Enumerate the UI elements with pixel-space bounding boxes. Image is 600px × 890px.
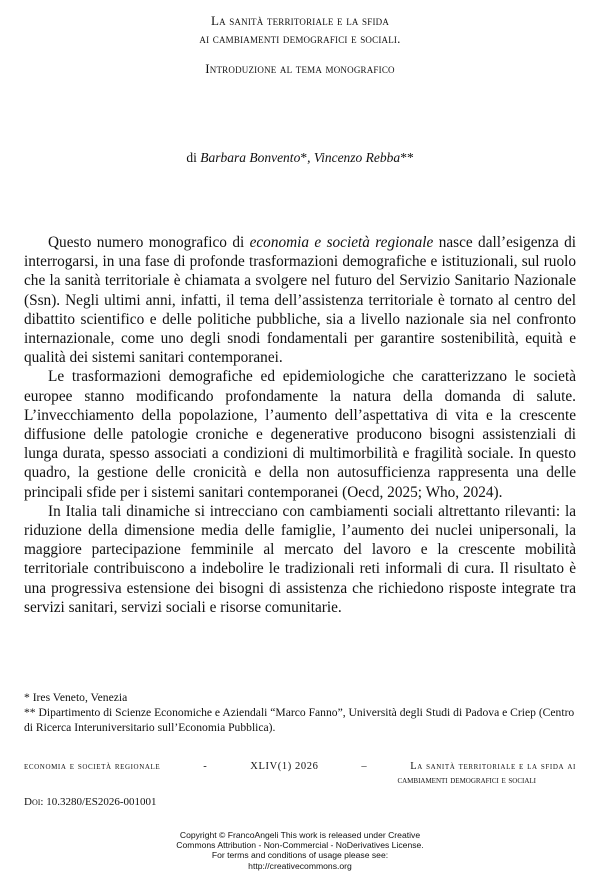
running-title-1: La sanità territoriale e la sfida ai (410, 761, 576, 772)
author-2: Vincenzo Rebba (313, 150, 401, 165)
article-body (24, 233, 576, 617)
author-1: Barbara Bonvento (200, 150, 301, 165)
journal-footer (24, 760, 576, 788)
author-1-mark: *, (300, 150, 314, 165)
author-2-mark: ** (400, 150, 414, 165)
doi: Doi: 10.3280/ES2026-001001 (24, 796, 157, 808)
footnote-1: * Ires Veneto, Venezia (24, 691, 128, 704)
running-title-2: cambiamenti demografici e sociali (397, 775, 536, 786)
paragraph-3: In Italia tali dinamiche si intrecciano con cambiamenti sociali altrettanto rilevanti: la riduzione della dimensione media delle famiglie, l’aumento dei nuclei unipersonali, la maggiore partecipazione femminile al mercato del lavoro e la crescente mobilità territoriale contribuiscono a indebolire le tradizionali reti informali di cura. Il risultato è una progressiva estensione dei bisogni di assistenza che richiedono risposte integrate tra servizi sanitari, servizi sociali e risorse comunitarie. (24, 502, 576, 616)
footnote-2: ** Dipartimento di Scienze Economiche e Aziendali “Marco Fanno”, Università degli Studi di Padova e Criep (Centro di Ricerca Interuniversitario sull’Economia Pubblica). (24, 706, 575, 734)
paragraph-2: Le trasformazioni demografiche ed epidemiologiche che caratterizzano le società europee stanno modificando profondamente la natura della domanda di salute. L’invecchiamento della popolazione, l’aumento dell’aspettativa di vita e la crescente diffusione delle patologie croniche e degenerative producono bisogni assistenziali di lunga durata, spesso associati a condizioni di multimorbilità e fragilità sociale. In questo quadro, la gestione delle cronicità e della non autosufficienza rappresenta una delle principali sfide per i sistemi sanitari contemporanei (Oecd, 2025; Who, 2024). (24, 368, 576, 501)
journal-footer-line-1 (24, 760, 576, 774)
footer-separator-1: - (203, 761, 208, 772)
copyright-line-2: Commons Attribution - Non-Commercial - NoDerivatives License. (176, 840, 424, 851)
article-subtitle: Introduzione al tema monografico (205, 61, 395, 76)
author-line (0, 150, 600, 166)
journal-name-italic: economia e società regionale (249, 234, 434, 251)
article-title-line-2: ai cambiamenti demografici e sociali. (199, 31, 401, 46)
journal-issue: XLIV(1) 2026 (250, 761, 319, 772)
footnotes (24, 690, 580, 735)
paragraph-1 (24, 233, 576, 367)
paragraph-1-rest: nasce dall’esigenza di interrogarsi, in una fase di profonde trasformazioni demografiche e istituzionali, sul ruolo che la sanità territoriale è chiamata a svolgere nel futuro del Servizio Sanitario Nazionale (Ssn). Negli ultimi anni, infatti, il tema dell’assistenza territoriale è tornato al centro del dibattito scientifico e delle politiche pubbliche, sia a livello nazionale sia nel confronto internazionale, come uno degli snodi fondamentali per garantire sostenibilità, equità e qualità dei sistemi sanitari contemporanei. (24, 234, 577, 367)
footer-separator-2: – (361, 761, 368, 772)
article-title-line-1: La sanità territoriale e la sfida (210, 13, 390, 28)
paragraph-1-start: Questo numero monografico di (48, 234, 250, 251)
copyright-line-1: Copyright © FrancoAngeli This work is released under Creative (179, 830, 421, 840)
copyright-line-3: For terms and conditions of usage please see: (211, 850, 389, 861)
copyright-notice (0, 830, 600, 871)
journal-name: economia e società regionale (24, 761, 161, 772)
author-prefix: di (186, 150, 201, 165)
copyright-link[interactable]: http://creativecommons.org (248, 860, 352, 871)
article-header (0, 12, 600, 78)
